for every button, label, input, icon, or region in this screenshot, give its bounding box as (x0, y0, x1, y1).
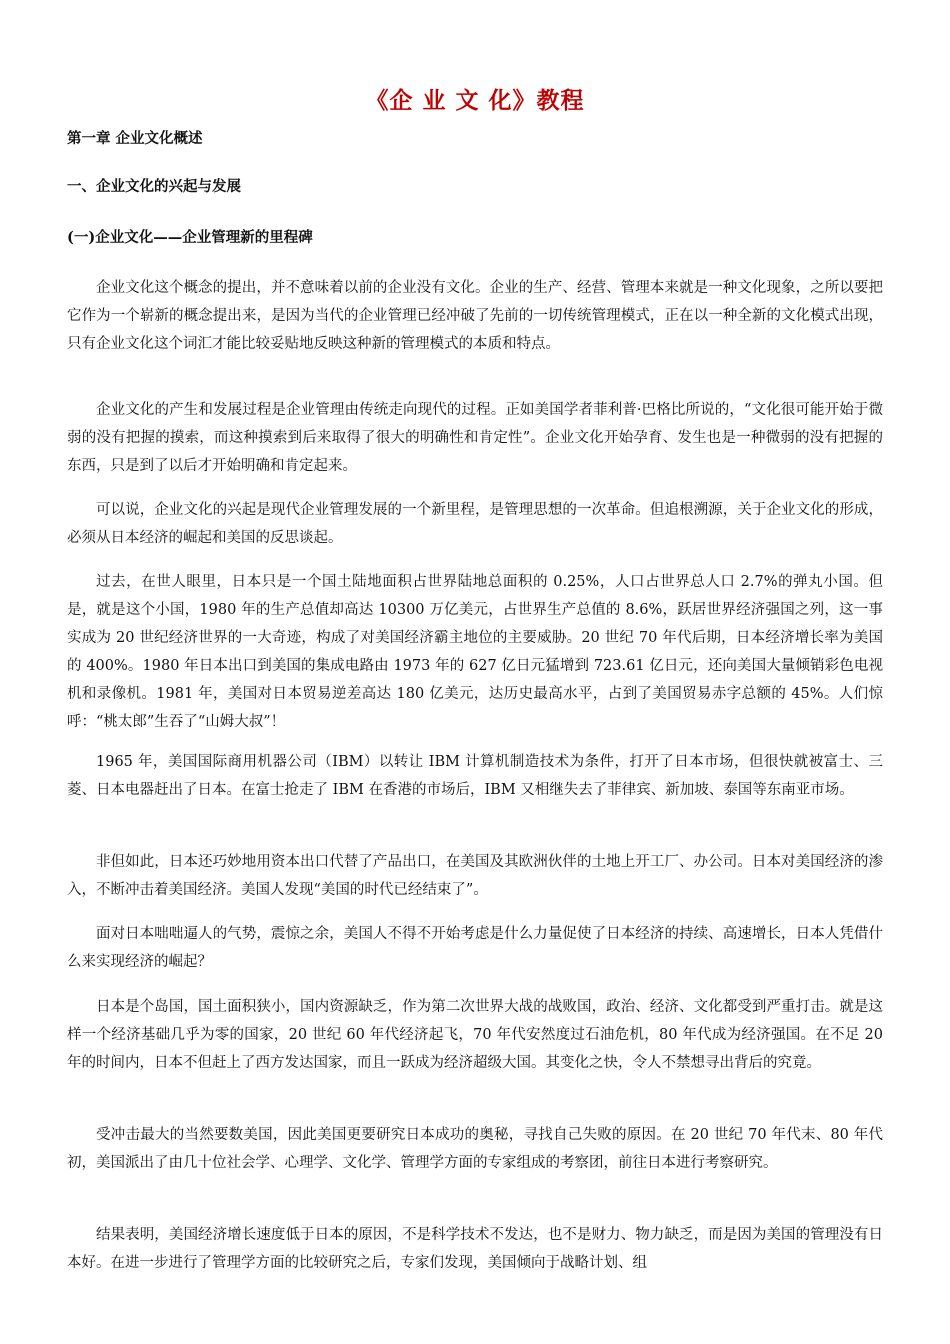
body-paragraph: 日本是个岛国，国土面积狭小，国内资源缺乏，作为第二次世界大战的战败国，政治、经济、文化都受到严重打击。就是这样一个经济基础几乎为零的国家，20 世纪 60 年代经济起飞，70 年代安然度过石油危机，80 年代成为经济强国。在不足 20 年的时间内，日本不但赶上了西方发达国家，而且一跃成为经济超级大国。其变化之快，令人不禁想寻出背后的究竟。 (67, 999, 883, 1071)
body-paragraph: 企业文化这个概念的提出，并不意味着以前的企业没有文化。企业的生产、经营、管理本来就是一种文化现象，之所以要把它作为一个崭新的概念提出来，是因为当代的企业管理已经冲破了先前的一切传统管理模式，正在以一种全新的文化模式出现，只有企业文化这个词汇才能比较妥贴地反映这种新的管理模式的本质和特点。 (67, 280, 883, 352)
body-paragraph: 非但如此，日本还巧妙地用资本出口代替了产品出口，在美国及其欧洲伙伴的土地上开工厂、办公司。日本对美国经济的渗入，不断冲击着美国经济。美国人发现“美国的时代已经结束了”。 (67, 854, 883, 898)
body-paragraph: 企业文化的产生和发展过程是企业管理由传统走向现代的过程。正如美国学者菲利普·巴格比所说的，“文化很可能开始于微弱的没有把握的摸索，而这种摸索到后来取得了很大的明确性和肯定性”。企业文化开始孕育、发生也是一种微弱的没有把握的东西，只是到了以后才开始明确和肯定起来。 (67, 402, 883, 474)
body-paragraph: 结果表明，美国经济增长速度低于日本的原因，不是科学技术不发达，也不是财力、物力缺乏，而是因为美国的管理没有日本好。在进一步进行了管理学方面的比较研究之后，专家们发现，美国倾向于战略计划、组 (67, 1227, 883, 1271)
document-title: 《企 业 文 化》教程 (365, 88, 585, 114)
body-paragraph: 过去，在世人眼里，日本只是一个国土陆地面积占世界陆地总面积的 0.25%，人口占世界总人口 2.7%的弹丸小国。但是，就是这个小国，1980 年的生产总值却高达 10300 万亿美元，占世界生产总值的 8.6%，跃居世界经济强国之列，这一事实成为 20 世纪经济世界的一大奇迹，构成了对美国经济霸主地位的主要威胁。20 世纪 70 年代后期，日本经济增长率为美国的 400%。1980 年日本出口到美国的集成电路由 1973 年的 627 亿日元猛增到 723.61 亿日元，还向美国大量倾销彩色电视机和录像机。1981 年，美国对日本贸易逆差高达 180 亿美元，达历史最高水平，占到了美国贸易赤字总额的 45%。人们惊呼：“桃太郎”生吞了“山姆大叔”！ (67, 574, 883, 730)
body-paragraph: 1965 年，美国国际商用机器公司（IBM）以转让 IBM 计算机制造技术为条件，打开了日本市场，但很快就被富士、三菱、日本电器赶出了日本。在富士抢走了 IBM 在香港的市场后，IBM 又相继失去了菲律宾、新加坡、泰国等东南亚市场。 (67, 754, 883, 798)
chapter-heading: 第一章 企业文化概述 (67, 131, 203, 147)
body-paragraph: 受冲击最大的当然要数美国，因此美国更要研究日本成功的奥秘，寻找自己失败的原因。在 20 世纪 70 年代末、80 年代初，美国派出了由几十位社会学、心理学、文化学、管理学方面的专家组成的考察团，前往日本进行考察研究。 (67, 1127, 883, 1171)
subsection-heading: (一)企业文化——企业管理新的里程碑 (67, 229, 313, 246)
body-paragraph: 可以说，企业文化的兴起是现代企业管理发展的一个新里程，是管理思想的一次革命。但追根溯源，关于企业文化的形成，必须从日本经济的崛起和美国的反思谈起。 (67, 502, 883, 546)
section-heading: 一、企业文化的兴起与发展 (67, 178, 241, 195)
body-paragraph: 面对日本咄咄逼人的气势，震惊之余，美国人不得不开始考虑是什么力量促使了日本经济的持续、高速增长，日本人凭借什么来实现经济的崛起？ (67, 926, 883, 970)
